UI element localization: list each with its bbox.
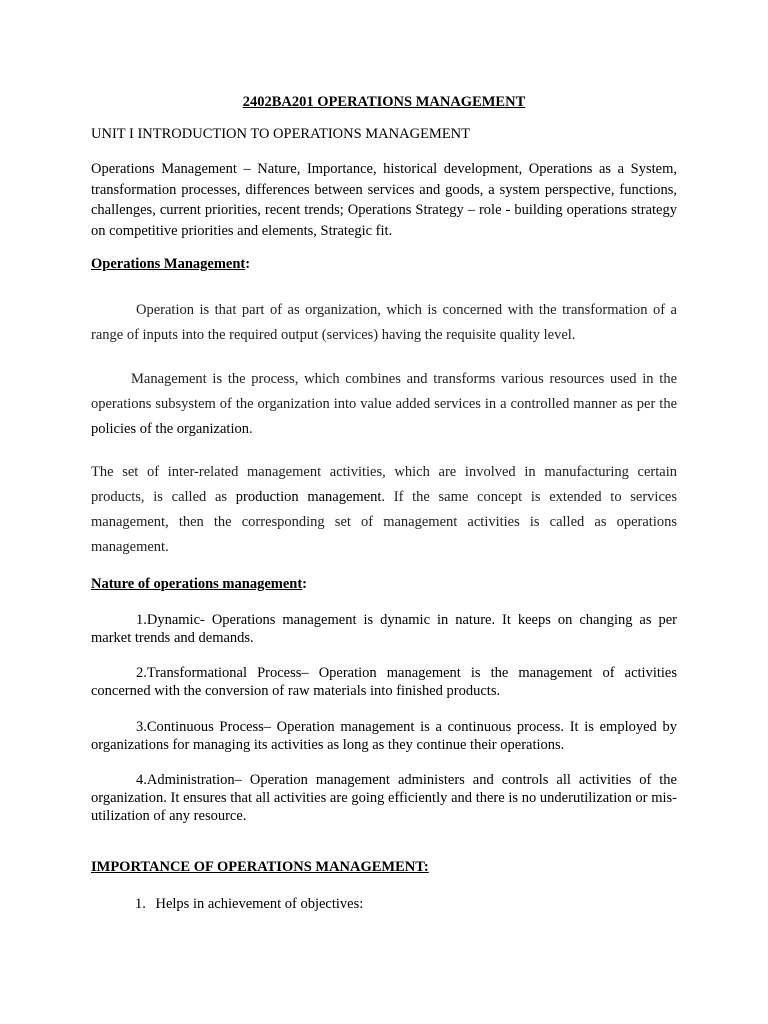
- syllabus-paragraph: Operations Management – Nature, Importance, historical development, Operations as a System, transformation processes, differences between services and goods, a system perspective, functions, challenges, current priorities, recent trends; Operations Strategy – role - building operations strategy on competitive priorities and elements, Strategic fit.: [91, 161, 677, 239]
- policies-phrase: policies of the organization: [91, 421, 249, 437]
- unit-title: UNIT I INTRODUCTION TO OPERATIONS MANAGEMENT: [91, 126, 471, 142]
- nature-heading: [91, 576, 307, 593]
- period: .: [248, 421, 253, 437]
- management-definition: [91, 367, 677, 442]
- nature-item-continuous: 3.Continuous Process– Operation management is a continuous process. It is employed by organizations for managing its activities as long as they continue their operations.: [91, 719, 677, 753]
- production-management-phrase: production management: [235, 489, 382, 505]
- nature-item-administration: 4.Administration– Operation management administers and controls all activities of the organization. It ensures that all activities are going efficiently and there is no underutilization or mis-utilization of any resource.: [91, 772, 677, 824]
- importance-heading: IMPORTANCE OF OPERATIONS MANAGEMENT:: [91, 859, 429, 875]
- list-number: 1.: [135, 896, 146, 912]
- heading-colon: :: [245, 256, 251, 272]
- production-definition-text: The set of inter-related management activities, which are involved in manufacturing certain products, is called as: [91, 464, 677, 505]
- operations-management-heading-text: Operations Management: [91, 256, 246, 272]
- production-management-definition: [91, 460, 677, 560]
- document-title: 2402BA201 OPERATIONS MANAGEMENT: [242, 94, 526, 110]
- nature-heading-text: Nature of operations management: [91, 576, 303, 592]
- list-item-text: Helps in achievement of objectives:: [155, 896, 364, 912]
- importance-list-item: [135, 896, 363, 913]
- management-definition-text: Management is the process, which combines and transforms various resources used in the operations subsystem of the organization into value added services in a controlled manner as per the: [91, 371, 677, 412]
- heading-colon: :: [302, 576, 308, 592]
- production-definition-rest: . If the same concept is extended to services management, then the corresponding set of management activities is called as operations management.: [91, 489, 677, 555]
- operations-management-heading: [91, 256, 250, 273]
- nature-item-dynamic: 1.Dynamic- Operations management is dynamic in nature. It keeps on changing as per market trends and demands.: [91, 612, 677, 646]
- nature-item-transformational: 2.Transformational Process– Operation management is the management of activities concerned with the conversion of raw materials into finished products.: [91, 665, 677, 699]
- operation-definition: Operation is that part of as organization, which is concerned with the transformation of a range of inputs into the required output (services) having the requisite quality level.: [91, 302, 677, 343]
